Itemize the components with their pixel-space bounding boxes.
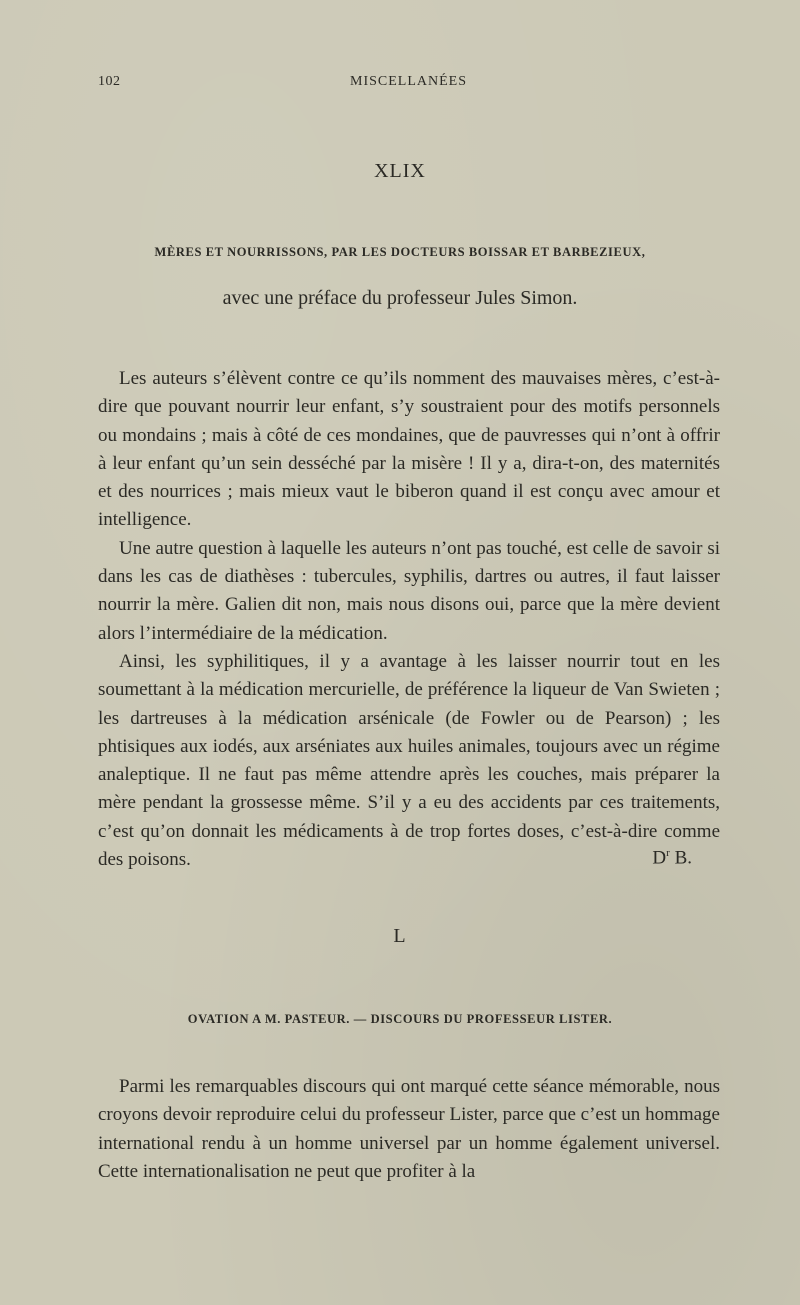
section-heading-ovation-pasteur: OVATION A M. PASTEUR. — DISCOURS DU PROFESSEUR LISTER.: [187, 1012, 613, 1026]
running-head: [98, 74, 698, 94]
paragraph: Parmi les remarquables discours qui ont marqué cette séance mémorable, nous croyons devoir reproduire celui du professeur Lister, parce que c’est un hommage international rendu à un homme universel par un homme également universel. Cette internationalisation ne peut que profiter à la: [98, 1076, 720, 1182]
signature-prefix: D: [652, 847, 667, 869]
page-number: 102: [98, 74, 121, 89]
paragraph: Les auteurs s’élèvent contre ce qu’ils nomment des mauvaises mères, c’est-à-dire que pouvant nourrir leur enfant, s’y soustraient pour des motifs personnels ou mondains ; mais à côté de ces mondaines, que de pauvresses qui n’ont à offrir à leur enfant qu’un sein desséché par la misère ! Il y a, dira-t-on, des maternités et des nourrices ; mais mieux vaut le biberon quand il est conçu avec amour et intelligence.: [98, 368, 720, 531]
section-2-body: [98, 1073, 720, 1186]
signature-superscript: r: [666, 847, 670, 859]
section-number-xlix: XLIX: [374, 160, 426, 182]
running-title: MISCELLANÉES: [350, 74, 467, 89]
section-subheading-preface: avec une préface du professeur Jules Simon.: [222, 287, 578, 309]
section-1-body: [98, 365, 720, 874]
section-heading-meres-et-nourrissons: MÈRES ET NOURRISSONS, PAR LES DOCTEURS BOISSAR ET BARBEZIEUX,: [154, 245, 646, 259]
author-signature: [600, 847, 692, 869]
signature-suffix: B.: [669, 847, 692, 869]
paragraph: Une autre question à laquelle les auteurs n’ont pas touché, est celle de savoir si dans les cas de diathèses : tubercules, syphilis, dartres ou autres, il faut laisser nourrir la mère. Galien dit non, mais nous disons oui, parce que la mère devient alors l’intermédiaire de la médication.: [98, 537, 720, 644]
section-number-l: L: [393, 925, 407, 947]
paragraph: Ainsi, les syphilitiques, il y a avantage à les laisser nourrir tout en les soumettant à la médication mercurielle, de préférence la liqueur de Van Swieten ; les dartreuses à la médication arsénicale (de Fowler ou de Pearson) ; les phtisiques aux iodés, aux arséniates aux huiles animales, toujours avec un régime analeptique. Il ne faut pas même attendre après les couches, mais préparer la mère pendant la grossesse même. S’il y a eu des accidents par ces traitements, c’est qu’on donnait les médicaments à de trop fortes doses, c’est-à-dire comme des poisons.: [98, 650, 720, 871]
